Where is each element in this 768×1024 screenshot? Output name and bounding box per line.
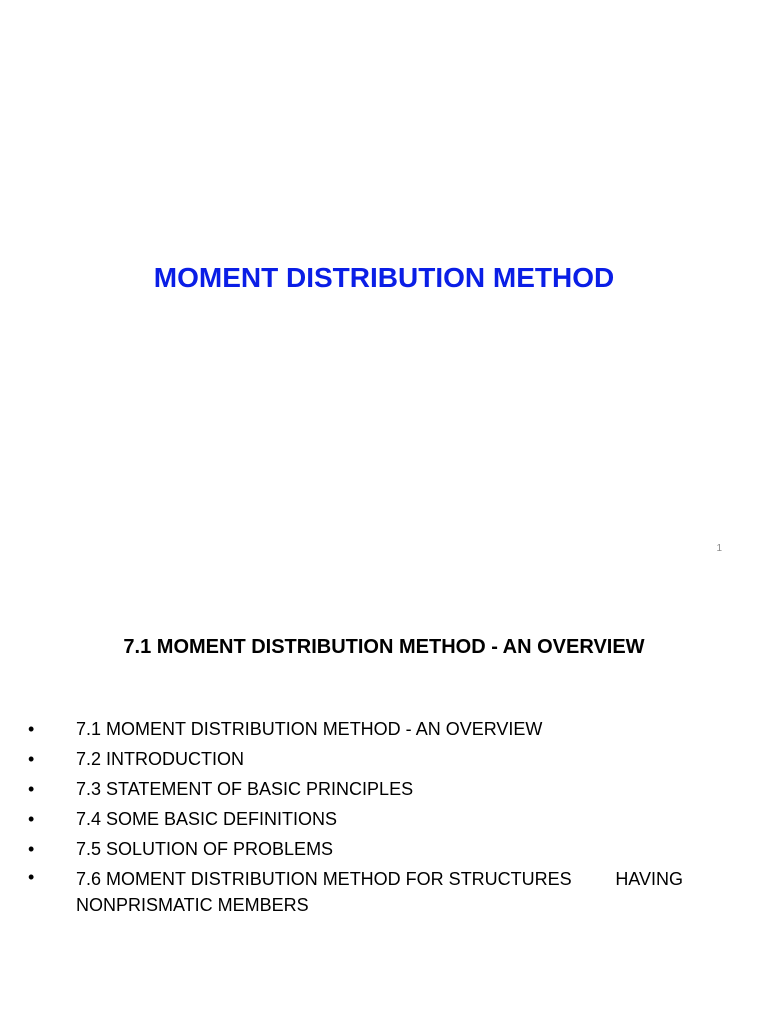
toc-item-label: 7.5 SOLUTION OF PROBLEMS (76, 839, 334, 859)
toc-item (28, 834, 708, 864)
toc-item-label-continued: HAVING (615, 869, 683, 889)
slide-title: MOMENT DISTRIBUTION METHOD (153, 262, 615, 293)
bullet-icon: • (28, 749, 35, 769)
toc-item-label: 7.2 INTRODUCTION (76, 749, 245, 769)
toc-item-label: 7.3 STATEMENT OF BASIC PRINCIPLES (76, 779, 414, 799)
bullet-icon: • (28, 867, 35, 887)
toc-item-label: 7.1 MOMENT DISTRIBUTION METHOD - AN OVERVIEW (76, 719, 543, 739)
bullet-icon: • (28, 839, 35, 859)
toc-item (28, 744, 708, 774)
slide-2 (0, 576, 768, 1024)
bullet-icon: • (28, 779, 35, 799)
section-title: 7.1 MOMENT DISTRIBUTION METHOD - AN OVERVIEW (123, 636, 645, 658)
toc-item-line-2: NONPRISMATIC MEMBERS (76, 895, 309, 915)
page-number: 1 (716, 543, 722, 554)
bullet-icon: • (28, 809, 35, 829)
toc-item (28, 804, 708, 834)
table-of-contents (28, 714, 708, 918)
toc-item-label: 7.4 SOME BASIC DEFINITIONS (76, 809, 338, 829)
toc-item (28, 864, 708, 918)
toc-item-label: 7.6 MOMENT DISTRIBUTION METHOD FOR STRUCTURES (76, 869, 572, 889)
toc-item-line-1 (76, 866, 683, 892)
toc-item (28, 714, 708, 744)
bullet-icon: • (28, 719, 35, 739)
toc-item (28, 774, 708, 804)
